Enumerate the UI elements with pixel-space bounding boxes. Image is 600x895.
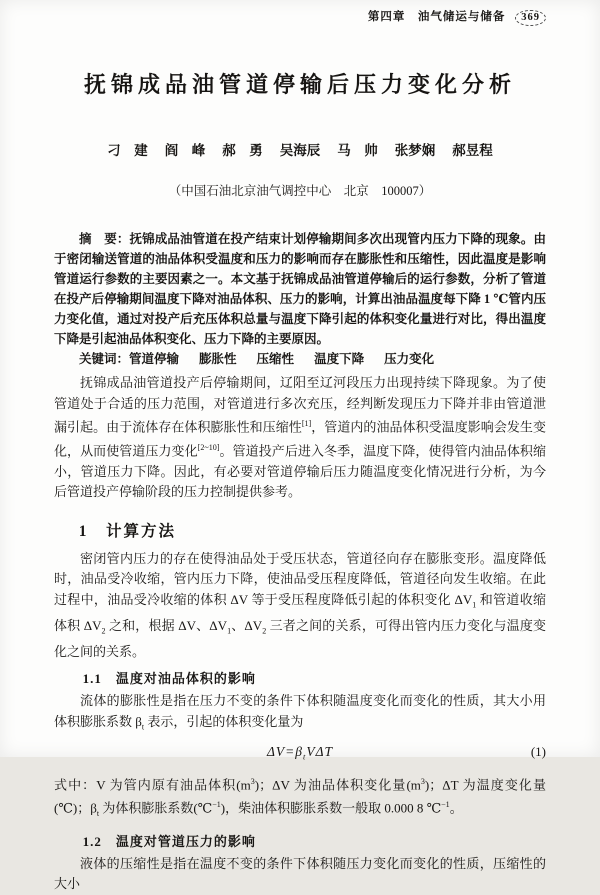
subscript: t [141, 722, 145, 732]
subscript: 1 [472, 600, 477, 610]
subscript: 2 [101, 626, 106, 636]
author-name: 张梦娴 [394, 143, 436, 158]
section-1-heading: 1 计算方法 [78, 522, 177, 540]
paper-title: 抚锦成品油管道停输后压力变化分析 [83, 72, 516, 97]
citation-ref: [1] [301, 419, 312, 428]
author-name: 郝 勇 [222, 143, 263, 158]
author-list [54, 139, 546, 159]
keyword-item: 压缩性 [256, 352, 295, 366]
keyword-item: 温度下降 [314, 352, 365, 366]
equation-text: ΔV=β [266, 743, 303, 759]
equation-1 [54, 740, 546, 770]
section-1-paragraph [54, 549, 546, 663]
equation-text: VΔT [306, 743, 334, 759]
superscript: 3 [250, 776, 255, 786]
subscript: 2 [262, 626, 267, 636]
body-text: 为体积膨胀系数(℃ [99, 800, 213, 816]
body-text: 流体的膨胀性是指在压力不变的条件下体积随温度变化而变化的性质，其大小用体积膨胀系数 β [54, 693, 546, 729]
subscript: t [96, 809, 100, 819]
section-1-1-paragraph [54, 691, 546, 738]
body-text: 、ΔV [231, 617, 263, 633]
body-text: 和管道收缩体积 ΔV [54, 591, 546, 633]
section-1-2-heading: 1.2 温度对管道压力的影响 [82, 833, 256, 849]
body-text: 之和，根据 ΔV、ΔV [105, 617, 228, 633]
abstract-text: 抚锦成品油管道在投产结束计划停输期间多次出现管内压力下降的现象。由于密闭输送管道的油品体积受温度和压力的影响而存在膨胀性和压缩性，因此温度是影响管道运行参数的主要因素之一。本文基于抚锦成品油管道停输后的运行参数，分析了管道在投产后停输期间温度下降对油品体积、压力的影响，计算出油品温度每下降 1 ℃管内压力变化值，通过对投产后充压体积总量与温度下降引起的体积变化量进行对比，得出温度下降是引起油品体积变化、压力下降的主要原因。 [54, 232, 546, 346]
keyword-item: 膨胀性 [199, 352, 237, 366]
superscript: −1 [212, 800, 221, 810]
keywords-label: 关键词： [79, 352, 130, 366]
body-text: )，柴油体积膨胀系数一般取 0.000 8 ℃ [220, 800, 442, 816]
body-text: )；ΔV 为油品体积变化量(m [254, 776, 421, 792]
body-text: 三者之间的关系，可得出管内压力变化与温度变化之间的关系。 [54, 617, 547, 659]
page-number-badge: 369 [515, 10, 546, 26]
superscript: 3 [420, 776, 425, 786]
abstract-label: 摘 要： [79, 232, 130, 246]
body-text: )；ΔT 为温度变化量(℃)；β [54, 776, 546, 816]
equation-number: (1) [530, 743, 546, 759]
body-text: 密闭管内压力的存在使得油品处于受压状态，管道径向存在膨胀变形。温度降低时，油品受冷收缩，管内压力下降，使油品受压程度降低，管道径向发生收缩。在此过程中，油品受冷收缩的体积 ΔV 等于受压程度降低引起的体积变化 ΔV [54, 550, 546, 607]
affiliation: （中国石油北京油气调控中心 北京 100007） [168, 184, 432, 198]
body-text: 表示，引起的体积变化量为 [144, 713, 304, 729]
abstract-paragraph [54, 229, 546, 349]
intro-text: ，管道内的油品体积受温度影响会发生变化，从而使管道压力变化 [54, 419, 546, 459]
body-text: 式中：V 为管内原有油品体积(m [54, 776, 251, 792]
author-name: 阎 峰 [164, 143, 206, 158]
chapter-title: 第四章 油气储运与储备 [367, 11, 506, 23]
author-name: 马 帅 [337, 143, 378, 158]
equation-body [266, 743, 334, 762]
superscript: −1 [441, 800, 450, 810]
keywords-line [54, 349, 546, 369]
intro-paragraph [54, 373, 546, 503]
citation-ref: [2~10] [197, 442, 220, 452]
where-clause-paragraph [54, 772, 546, 825]
intro-text: 抚锦成品油管道投产后停输期间，辽阳至辽河段压力出现持续下降现象。为了使管道处于合适的压力范围，对管道进行多次充压，经判断发现压力下降并非由管道泄漏引起。由于流体存在体积膨胀性和压缩性 [54, 375, 546, 435]
author-name: 郝昱程 [452, 143, 493, 158]
keyword-item: 管道停输 [129, 352, 180, 366]
section-1-2-paragraph: 液体的压缩性是指在温度不变的条件下体积随压力变化而变化的性质，压缩性的大小 [54, 855, 546, 892]
author-name: 刁 建 [107, 143, 148, 158]
subscript: t [303, 752, 307, 762]
body-text: 。 [449, 800, 463, 816]
author-name: 吴海辰 [279, 143, 321, 158]
keyword-item: 压力变化 [384, 352, 435, 366]
page-header [54, 6, 546, 26]
section-1-1-heading: 1.1 温度对油品体积的影响 [82, 671, 256, 687]
intro-text: 。管道投产后进入冬季，温度下降，使得管内油品体积缩小，管道压力下降。因此，有必要对管道停输后压力随温度变化情况进行分析，为今后管道投产停输阶段的压力控制提供参考。 [54, 443, 546, 500]
subscript: 1 [227, 626, 232, 636]
